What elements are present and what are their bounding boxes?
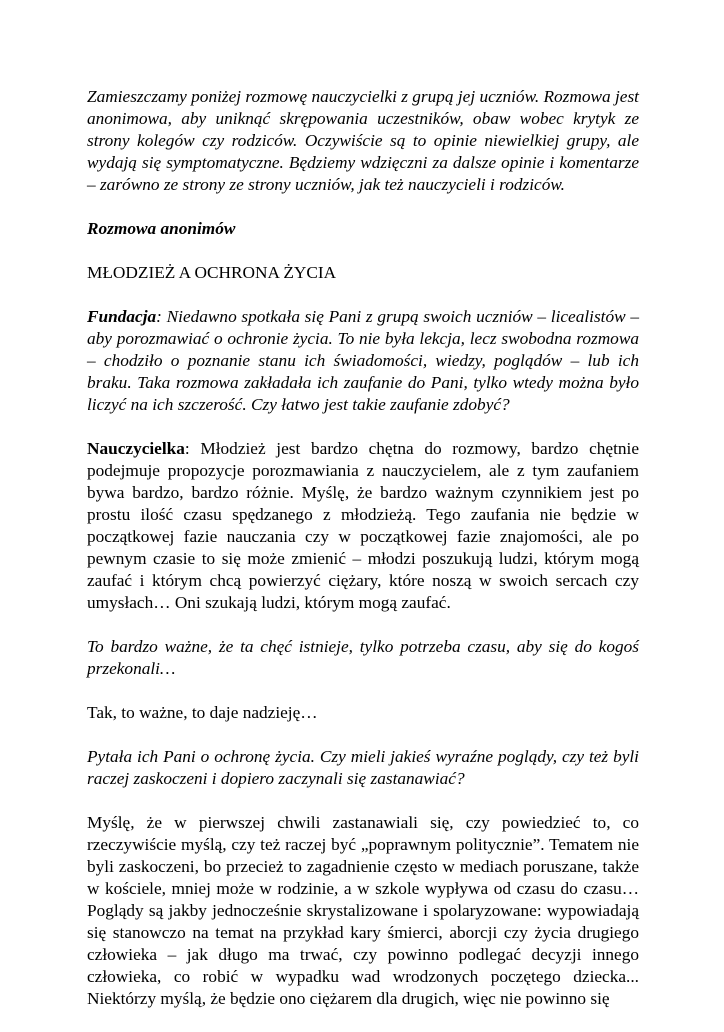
question-1-text: : Niedawno spotkała się Pani z grupą swoich uczniów – licealistów – aby porozmawiać o ochronie życia. To nie była lekcja, lecz swobodna rozmowa – chodziło o poznanie stanu ich świadomości, wiedzy, poglądów – lub ich braku. Taka rozmowa zakładała ich zaufanie do Pani, tylko wtedy można było liczyć na ich szczerość. Czy łatwo jest takie zaufanie zdobyć? [87, 307, 639, 414]
speaker-nauczycielka: Nauczycielka [87, 439, 185, 458]
speaker-fundacja: Fundacja [87, 307, 157, 326]
article-title: MŁODZIEŻ A OCHRONA ŻYCIA [87, 263, 337, 282]
intro-paragraph: Zamieszczamy poniżej rozmowę nauczycielki z grupą jej uczniów. Rozmowa jest anonimowa, aby uniknąć skrępowania uczestników, obaw wobec krytyk ze strony kolegów czy rodziców. Oczywiście są to opinie niewielkiej grupy, ale wydają się symptomatyczne. Będziemy wdzięczni za dalsze opinie i komentarze – zarówno ze strony ze strony uczniów, jak też nauczycieli i rodziców. [87, 87, 639, 194]
answer-3: Myślę, że w pierwszej chwili zastanawiali się, czy powiedzieć to, co rzeczywiście myślą, czy też raczej być „poprawnym politycznie”. Tematem nie byli zaskoczeni, bo przecież to zagadnienie często w mediach poruszane, także w kościele, mniej może w rodzinie, a w szkole wypływa od czasu do czasu… Poglądy są jakby jednocześnie skrystalizowane i spolaryzowane: wypowiadają się stanowczo na temat na przykład kary śmierci, aborcji czy życia drugiego człowieka – jak długo ma trwać, czy powinno podlegać decyzji innego człowieka, co robić w wypadku wad wrodzonych poczętego dziecka... Niektórzy myślą, że będzie ono ciężarem dla drugich, więc nie powinno się [87, 813, 639, 1008]
answer-1 [87, 438, 639, 614]
answer-2: Tak, to ważne, to daje nadzieję… [87, 703, 318, 722]
section-heading: Rozmowa anonimów [87, 219, 236, 238]
question-2: To bardzo ważne, że ta chęć istnieje, tylko potrzeba czasu, aby się do kogoś przekonali… [87, 637, 639, 678]
question-1 [87, 306, 639, 416]
answer-1-text: : Młodzież jest bardzo chętna do rozmowy, bardzo chętnie podejmuje propozycje porozmawiania z nauczycielem, ale z tym zaufaniem bywa bardzo, bardzo różnie. Myślę, że bardzo ważnym czynnikiem jest po prostu ilość czasu spędzanego z młodzieżą. Tego zaufania nie będzie w początkowej fazie nauczania czy w początkowej fazie znajomości, ale po pewnym czasie to się może zmienić – młodzi poszukują ludzi, którym mogą zaufać i którym chcą powierzyć ciężary, które noszą w swoich sercach czy umysłach… Oni szukają ludzi, którym mogą zaufać. [87, 439, 639, 612]
question-3: Pytała ich Pani o ochronę życia. Czy mieli jakieś wyraźne poglądy, czy też byli raczej zaskoczeni i dopiero zaczynali się zastanawiać? [87, 747, 639, 788]
document-page [87, 86, 639, 1032]
